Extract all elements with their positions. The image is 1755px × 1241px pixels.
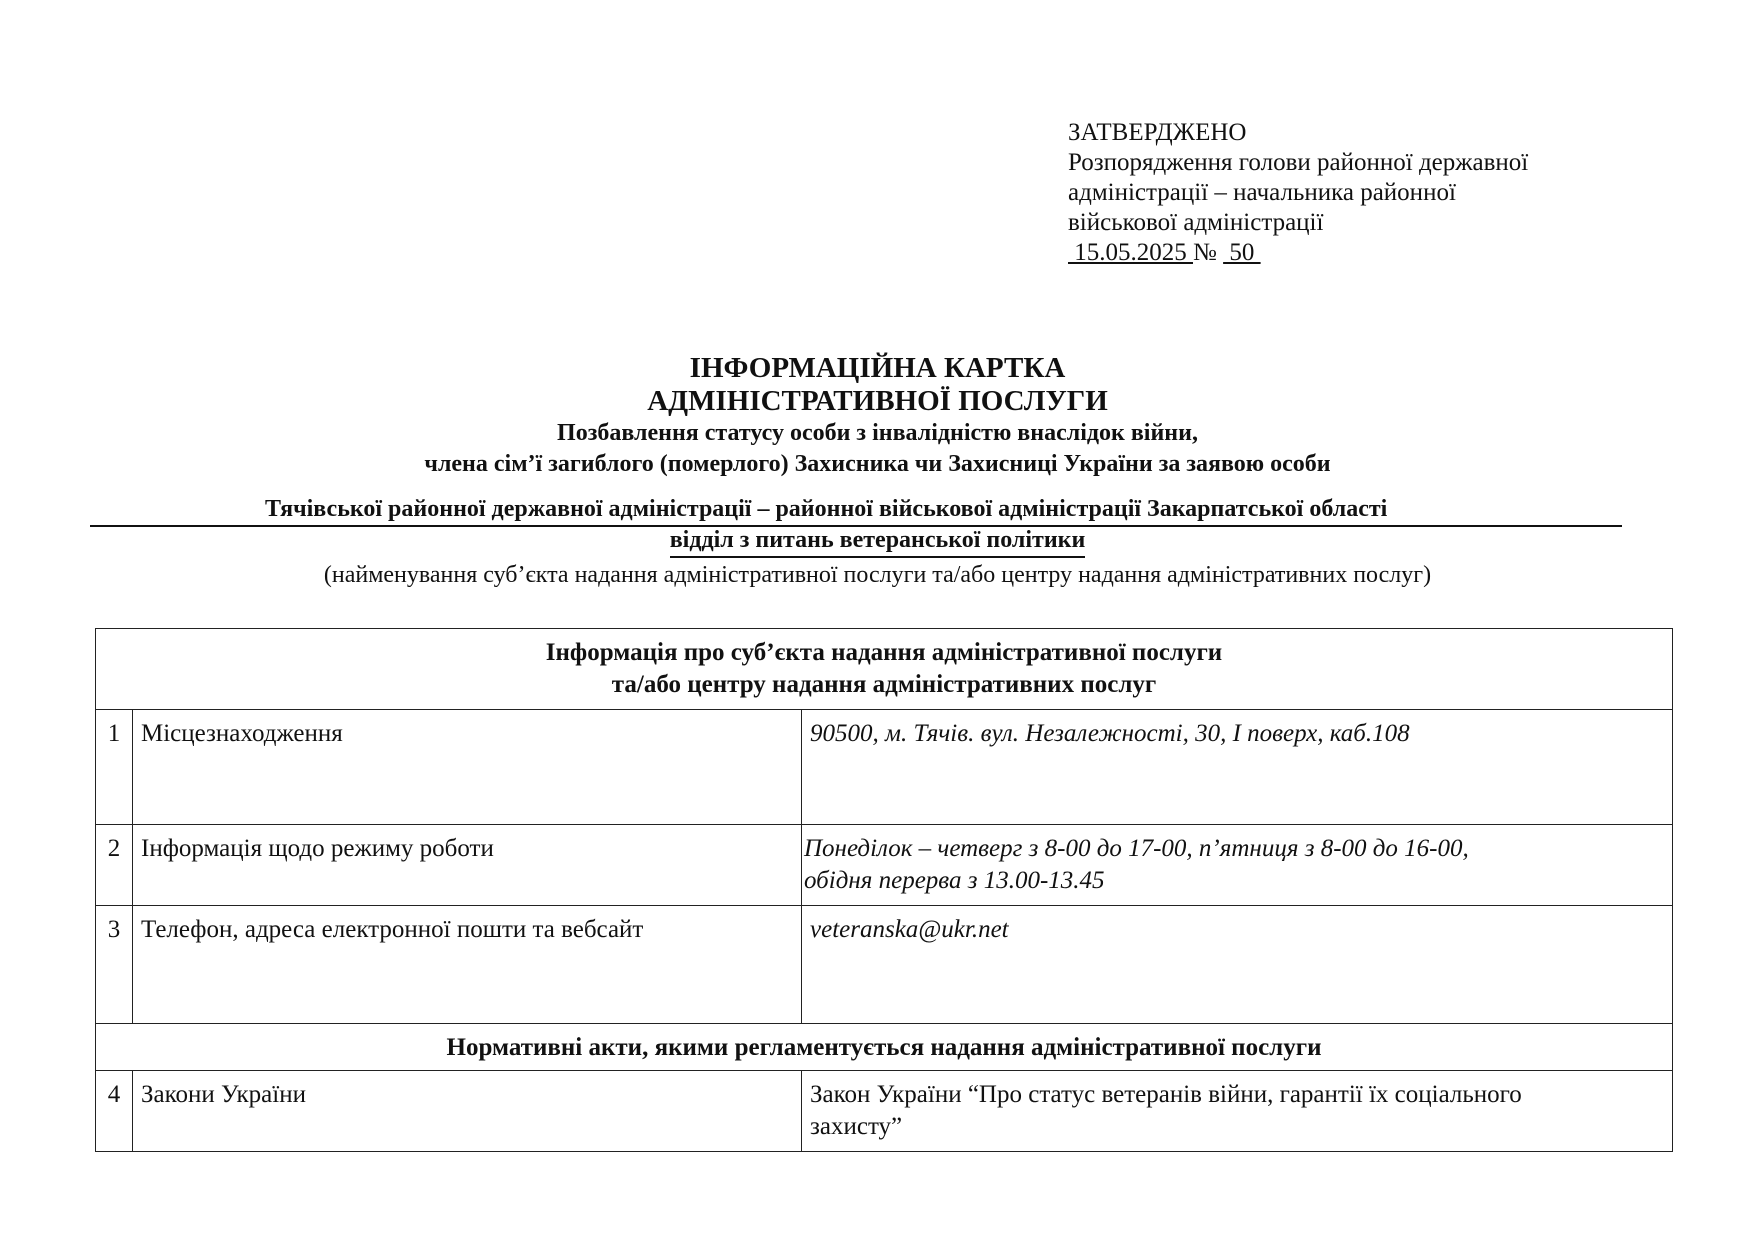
organization-name: Тячівської районної державної адміністрації – районної військової адміністрації Закарпатської області <box>265 496 1388 522</box>
row-number: 4 <box>96 1071 133 1152</box>
row-value <box>802 1071 1673 1152</box>
row-value-line-1: Понеділок – четверг з 8-00 до 17-00, п’ятниця з 8-00 до 16-00, <box>804 835 1469 862</box>
service-name-line-2: члена сім’ї загиблого (померлого) Захисника чи Захисниці України за заявою особи <box>424 451 1331 477</box>
row-value: veteranska@ukr.net <box>802 906 1673 1024</box>
row-number: 2 <box>96 825 133 906</box>
approval-number: 50 <box>1223 239 1261 266</box>
section-header-row <box>96 629 1673 710</box>
row-value-line-2: захисту” <box>810 1113 903 1140</box>
row-value: 90500, м. Тячів. вул. Незалежності, 30, І поверх, каб.108 <box>802 710 1673 825</box>
row-number: 3 <box>96 906 133 1024</box>
department-name: відділ з питань ветеранської політики <box>670 525 1086 558</box>
section-header-line-1: Інформація про суб’єкта надання адміністративної послуги <box>545 639 1223 666</box>
document-title-block <box>0 352 1755 480</box>
service-name-line-1: Позбавлення статусу особи з інвалідністю внаслідок війни, <box>557 420 1198 446</box>
table-row <box>96 825 1673 906</box>
row-value <box>802 825 1673 906</box>
table-row <box>96 710 1673 825</box>
document-title-line-2: АДМІНІСТРАТИВНОЇ ПОСЛУГИ <box>647 385 1108 417</box>
row-label: Закони України <box>133 1071 802 1152</box>
table-row <box>96 906 1673 1024</box>
approval-number-label: № <box>1193 239 1217 266</box>
approval-date-number <box>1068 238 1688 268</box>
department-wrap <box>0 525 1755 558</box>
section-header-subject <box>96 629 1673 710</box>
row-value-line-2: обідня перерва з 13.00-13.45 <box>804 867 1105 894</box>
subject-note: (найменування суб’єкта надання адміністративної послуги та/або центру надання адміністративних послуг) <box>323 562 1432 588</box>
approval-block <box>1068 118 1688 268</box>
row-label: Інформація щодо режиму роботи <box>133 825 802 906</box>
section-header-acts: Нормативні акти, якими регламентується надання адміністративної послуги <box>96 1024 1673 1071</box>
approval-line-1: Розпорядження голови районної державної <box>1068 149 1529 176</box>
document-title-line-1: ІНФОРМАЦІЙНА КАРТКА <box>689 352 1066 384</box>
row-value-line-1: Закон України “Про статус ветеранів війни, гарантії їх соціального <box>810 1081 1522 1108</box>
approval-line-3: військової адміністрації <box>1068 209 1324 236</box>
row-label: Місцезнаходження <box>133 710 802 825</box>
approval-date: 15.05.2025 <box>1068 239 1193 266</box>
table-row <box>96 1071 1673 1152</box>
row-label: Телефон, адреса електронної пошти та вебсайт <box>133 906 802 1024</box>
section-header-row <box>96 1024 1673 1071</box>
info-table <box>95 628 1673 1152</box>
row-number: 1 <box>96 710 133 825</box>
section-header-line-2: та/або центру надання адміністративних послуг <box>611 671 1157 698</box>
approval-heading: ЗАТВЕРДЖЕНО <box>1068 119 1247 146</box>
approval-line-2: адміністрації – начальника районної <box>1068 179 1456 206</box>
